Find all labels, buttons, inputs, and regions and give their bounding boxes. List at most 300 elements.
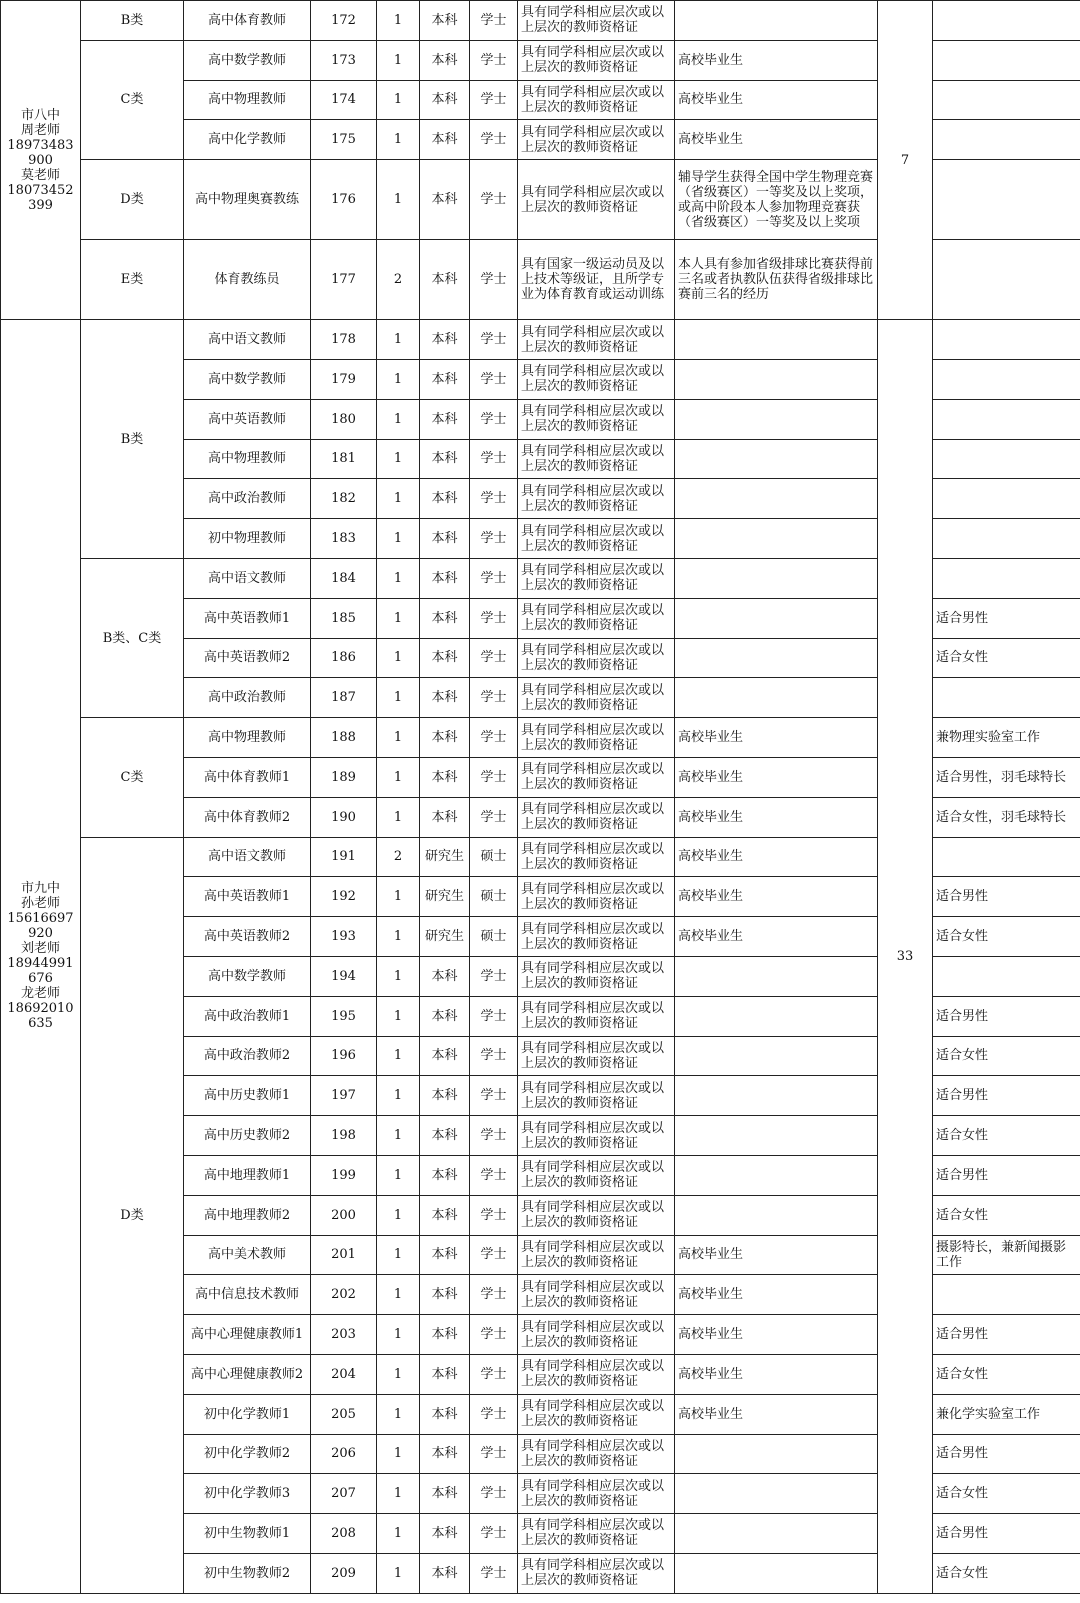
remark-cell: 适合女性 xyxy=(933,1354,1080,1394)
qualification-cell: 具有同学科相应层次或以上层次的教师资格证 xyxy=(518,1354,675,1394)
education-cell: 本科 xyxy=(420,359,470,399)
post-code-cell: 179 xyxy=(311,359,377,399)
qualification-cell: 具有同学科相应层次或以上层次的教师资格证 xyxy=(518,638,675,678)
education-cell: 本科 xyxy=(420,558,470,598)
post-code-cell: 178 xyxy=(311,320,377,360)
unit-contact-cell xyxy=(1,1,81,320)
post-code-cell: 183 xyxy=(311,519,377,559)
degree-cell: 学士 xyxy=(470,240,518,320)
table-row xyxy=(1,1,1080,41)
remark-cell: 适合男性 xyxy=(933,1514,1080,1554)
education-cell: 本科 xyxy=(420,519,470,559)
remark-cell: 适合男性 xyxy=(933,996,1080,1036)
headcount-cell: 1 xyxy=(377,1275,420,1315)
education-cell: 本科 xyxy=(420,320,470,360)
post-code-cell: 189 xyxy=(311,757,377,797)
qualification-cell: 具有同学科相应层次或以上层次的教师资格证 xyxy=(518,1394,675,1434)
qualification-cell: 具有国家一级运动员及以上技术等级证，且所学专业为体育教育或运动训练 xyxy=(518,240,675,320)
education-cell: 本科 xyxy=(420,1354,470,1394)
degree-cell: 学士 xyxy=(470,996,518,1036)
education-cell: 本科 xyxy=(420,80,470,120)
qualification-cell: 具有同学科相应层次或以上层次的教师资格证 xyxy=(518,40,675,80)
other-requirement-cell xyxy=(675,1474,878,1514)
post-code-cell: 195 xyxy=(311,996,377,1036)
other-requirement-cell: 高校毕业生 xyxy=(675,837,878,877)
other-requirement-cell xyxy=(675,399,878,439)
post-name-cell: 高中化学教师 xyxy=(184,120,311,160)
post-code-cell: 194 xyxy=(311,956,377,996)
other-requirement-cell: 高校毕业生 xyxy=(675,40,878,80)
other-requirement-cell xyxy=(675,359,878,399)
post-name-cell: 高中数学教师 xyxy=(184,359,311,399)
post-name-cell: 高中英语教师 xyxy=(184,399,311,439)
post-code-cell: 199 xyxy=(311,1155,377,1195)
degree-cell: 学士 xyxy=(470,598,518,638)
post-code-cell: 203 xyxy=(311,1315,377,1355)
degree-cell: 学士 xyxy=(470,558,518,598)
qualification-cell: 具有同学科相应层次或以上层次的教师资格证 xyxy=(518,837,675,877)
degree-cell: 学士 xyxy=(470,956,518,996)
remark-cell xyxy=(933,837,1080,877)
post-name-cell: 初中物理教师 xyxy=(184,519,311,559)
remark-cell xyxy=(933,399,1080,439)
post-name-cell: 高中语文教师 xyxy=(184,320,311,360)
headcount-cell: 1 xyxy=(377,1354,420,1394)
other-requirement-cell xyxy=(675,558,878,598)
education-cell: 本科 xyxy=(420,598,470,638)
qualification-cell: 具有同学科相应层次或以上层次的教师资格证 xyxy=(518,1474,675,1514)
post-name-cell: 高中历史教师2 xyxy=(184,1116,311,1156)
headcount-cell: 1 xyxy=(377,519,420,559)
qualification-cell: 具有同学科相应层次或以上层次的教师资格证 xyxy=(518,797,675,837)
headcount-cell: 2 xyxy=(377,837,420,877)
education-cell: 本科 xyxy=(420,1,470,41)
qualification-cell: 具有同学科相应层次或以上层次的教师资格证 xyxy=(518,399,675,439)
post-code-cell: 182 xyxy=(311,479,377,519)
qualification-cell: 具有同学科相应层次或以上层次的教师资格证 xyxy=(518,558,675,598)
degree-cell: 学士 xyxy=(470,519,518,559)
qualification-cell: 具有同学科相应层次或以上层次的教师资格证 xyxy=(518,120,675,160)
post-name-cell: 初中化学教师3 xyxy=(184,1474,311,1514)
education-cell: 研究生 xyxy=(420,837,470,877)
category-cell: B类 xyxy=(81,320,184,559)
post-name-cell: 初中化学教师2 xyxy=(184,1434,311,1474)
post-code-cell: 207 xyxy=(311,1474,377,1514)
headcount-cell: 1 xyxy=(377,877,420,917)
other-requirement-cell: 高校毕业生 xyxy=(675,1235,878,1275)
remark-cell: 适合男性，羽毛球特长 xyxy=(933,757,1080,797)
headcount-cell: 1 xyxy=(377,638,420,678)
qualification-cell: 具有同学科相应层次或以上层次的教师资格证 xyxy=(518,359,675,399)
remark-cell xyxy=(933,240,1080,320)
post-code-cell: 172 xyxy=(311,1,377,41)
unit-contact-line: 龙老师 xyxy=(20,986,60,1002)
post-code-cell: 193 xyxy=(311,917,377,957)
degree-cell: 学士 xyxy=(470,757,518,797)
qualification-cell: 具有同学科相应层次或以上层次的教师资格证 xyxy=(518,1155,675,1195)
headcount-cell: 1 xyxy=(377,1235,420,1275)
category-cell: B类 xyxy=(81,1,184,41)
category-cell: E类 xyxy=(81,240,184,320)
headcount-cell: 1 xyxy=(377,80,420,120)
headcount-cell: 1 xyxy=(377,359,420,399)
post-code-cell: 186 xyxy=(311,638,377,678)
post-name-cell: 高中语文教师 xyxy=(184,558,311,598)
headcount-cell: 1 xyxy=(377,1,420,41)
education-cell: 本科 xyxy=(420,1195,470,1235)
education-cell: 本科 xyxy=(420,956,470,996)
post-code-cell: 204 xyxy=(311,1354,377,1394)
education-cell: 本科 xyxy=(420,240,470,320)
post-name-cell: 高中数学教师 xyxy=(184,956,311,996)
post-name-cell: 高中体育教师1 xyxy=(184,757,311,797)
post-name-cell: 初中生物教师2 xyxy=(184,1553,311,1593)
remark-cell xyxy=(933,160,1080,240)
qualification-cell: 具有同学科相应层次或以上层次的教师资格证 xyxy=(518,718,675,758)
education-cell: 本科 xyxy=(420,718,470,758)
category-cell: B类、C类 xyxy=(81,558,184,717)
headcount-cell: 1 xyxy=(377,399,420,439)
qualification-cell: 具有同学科相应层次或以上层次的教师资格证 xyxy=(518,1553,675,1593)
degree-cell: 硕士 xyxy=(470,837,518,877)
education-cell: 本科 xyxy=(420,757,470,797)
other-requirement-cell: 高校毕业生 xyxy=(675,1275,878,1315)
post-code-cell: 206 xyxy=(311,1434,377,1474)
post-code-cell: 192 xyxy=(311,877,377,917)
degree-cell: 学士 xyxy=(470,1195,518,1235)
post-name-cell: 初中化学教师1 xyxy=(184,1394,311,1434)
qualification-cell: 具有同学科相应层次或以上层次的教师资格证 xyxy=(518,479,675,519)
other-requirement-cell xyxy=(675,320,878,360)
degree-cell: 学士 xyxy=(470,1116,518,1156)
education-cell: 本科 xyxy=(420,1116,470,1156)
headcount-cell: 1 xyxy=(377,678,420,718)
remark-cell: 适合男性 xyxy=(933,1434,1080,1474)
post-name-cell: 高中心理健康教师1 xyxy=(184,1315,311,1355)
degree-cell: 学士 xyxy=(470,1553,518,1593)
qualification-cell: 具有同学科相应层次或以上层次的教师资格证 xyxy=(518,439,675,479)
post-name-cell: 高中英语教师1 xyxy=(184,877,311,917)
degree-cell: 学士 xyxy=(470,797,518,837)
headcount-cell: 1 xyxy=(377,996,420,1036)
remark-cell: 兼物理实验室工作 xyxy=(933,718,1080,758)
post-code-cell: 181 xyxy=(311,439,377,479)
remark-cell: 适合女性 xyxy=(933,1116,1080,1156)
education-cell: 本科 xyxy=(420,1036,470,1076)
other-requirement-cell: 高校毕业生 xyxy=(675,797,878,837)
post-name-cell: 高中英语教师2 xyxy=(184,917,311,957)
other-requirement-cell: 高校毕业生 xyxy=(675,917,878,957)
unit-contact-line: 周老师 xyxy=(20,122,60,138)
headcount-cell: 1 xyxy=(377,598,420,638)
qualification-cell: 具有同学科相应层次或以上层次的教师资格证 xyxy=(518,80,675,120)
education-cell: 本科 xyxy=(420,1155,470,1195)
post-code-cell: 187 xyxy=(311,678,377,718)
headcount-cell: 1 xyxy=(377,1315,420,1355)
education-cell: 研究生 xyxy=(420,917,470,957)
other-requirement-cell: 高校毕业生 xyxy=(675,757,878,797)
post-name-cell: 高中美术教师 xyxy=(184,1235,311,1275)
education-cell: 本科 xyxy=(420,797,470,837)
post-name-cell: 高中数学教师 xyxy=(184,40,311,80)
headcount-cell: 1 xyxy=(377,1195,420,1235)
post-code-cell: 201 xyxy=(311,1235,377,1275)
headcount-cell: 1 xyxy=(377,320,420,360)
post-name-cell: 高中体育教师 xyxy=(184,1,311,41)
headcount-cell: 1 xyxy=(377,718,420,758)
degree-cell: 学士 xyxy=(470,678,518,718)
post-name-cell: 高中心理健康教师2 xyxy=(184,1354,311,1394)
qualification-cell: 具有同学科相应层次或以上层次的教师资格证 xyxy=(518,1036,675,1076)
qualification-cell: 具有同学科相应层次或以上层次的教师资格证 xyxy=(518,1,675,41)
remark-cell: 适合女性 xyxy=(933,1474,1080,1514)
unit-contact-line: 刘老师 xyxy=(20,941,60,957)
headcount-cell: 1 xyxy=(377,1155,420,1195)
other-requirement-cell: 高校毕业生 xyxy=(675,120,878,160)
remark-cell: 适合男性 xyxy=(933,877,1080,917)
other-requirement-cell xyxy=(675,678,878,718)
other-requirement-cell xyxy=(675,1155,878,1195)
other-requirement-cell xyxy=(675,1116,878,1156)
qualification-cell: 具有同学科相应层次或以上层次的教师资格证 xyxy=(518,1315,675,1355)
qualification-cell: 具有同学科相应层次或以上层次的教师资格证 xyxy=(518,1195,675,1235)
degree-cell: 学士 xyxy=(470,40,518,80)
education-cell: 本科 xyxy=(420,1394,470,1434)
headcount-cell: 1 xyxy=(377,1116,420,1156)
unit-total-cell: 7 xyxy=(878,1,933,320)
education-cell: 本科 xyxy=(420,1235,470,1275)
other-requirement-cell: 高校毕业生 xyxy=(675,1394,878,1434)
post-code-cell: 185 xyxy=(311,598,377,638)
other-requirement-cell: 高校毕业生 xyxy=(675,1315,878,1355)
qualification-cell: 具有同学科相应层次或以上层次的教师资格证 xyxy=(518,519,675,559)
other-requirement-cell xyxy=(675,1195,878,1235)
other-requirement-cell: 高校毕业生 xyxy=(675,718,878,758)
qualification-cell: 具有同学科相应层次或以上层次的教师资格证 xyxy=(518,320,675,360)
headcount-cell: 1 xyxy=(377,558,420,598)
post-name-cell: 高中政治教师2 xyxy=(184,1036,311,1076)
degree-cell: 学士 xyxy=(470,1275,518,1315)
post-code-cell: 209 xyxy=(311,1553,377,1593)
other-requirement-cell xyxy=(675,519,878,559)
post-name-cell: 高中物理奥赛教练 xyxy=(184,160,311,240)
degree-cell: 学士 xyxy=(470,80,518,120)
table-row xyxy=(1,320,1080,360)
post-name-cell: 高中物理教师 xyxy=(184,80,311,120)
remark-cell: 摄影特长，兼新闻摄影工作 xyxy=(933,1235,1080,1275)
remark-cell xyxy=(933,678,1080,718)
qualification-cell: 具有同学科相应层次或以上层次的教师资格证 xyxy=(518,1116,675,1156)
other-requirement-cell xyxy=(675,1553,878,1593)
unit-contact-line: 18073452399 xyxy=(7,182,74,213)
degree-cell: 学士 xyxy=(470,160,518,240)
post-name-cell: 高中历史教师1 xyxy=(184,1076,311,1116)
other-requirement-cell: 高校毕业生 xyxy=(675,877,878,917)
degree-cell: 学士 xyxy=(470,439,518,479)
other-requirement-cell xyxy=(675,956,878,996)
other-requirement-cell xyxy=(675,1514,878,1554)
qualification-cell: 具有同学科相应层次或以上层次的教师资格证 xyxy=(518,917,675,957)
post-name-cell: 高中政治教师 xyxy=(184,678,311,718)
post-code-cell: 174 xyxy=(311,80,377,120)
education-cell: 研究生 xyxy=(420,877,470,917)
education-cell: 本科 xyxy=(420,479,470,519)
degree-cell: 学士 xyxy=(470,1076,518,1116)
unit-contact-line: 18944991676 xyxy=(7,956,74,987)
degree-cell: 学士 xyxy=(470,1155,518,1195)
other-requirement-cell xyxy=(675,996,878,1036)
remark-cell xyxy=(933,519,1080,559)
unit-contact-cell xyxy=(1,320,81,1594)
remark-cell xyxy=(933,320,1080,360)
other-requirement-cell xyxy=(675,1434,878,1474)
post-code-cell: 196 xyxy=(311,1036,377,1076)
remark-cell: 适合女性 xyxy=(933,1195,1080,1235)
post-name-cell: 初中生物教师1 xyxy=(184,1514,311,1554)
headcount-cell: 1 xyxy=(377,1434,420,1474)
headcount-cell: 2 xyxy=(377,240,420,320)
degree-cell: 学士 xyxy=(470,718,518,758)
remark-cell xyxy=(933,80,1080,120)
degree-cell: 学士 xyxy=(470,1,518,41)
degree-cell: 学士 xyxy=(470,359,518,399)
education-cell: 本科 xyxy=(420,40,470,80)
headcount-cell: 1 xyxy=(377,40,420,80)
degree-cell: 学士 xyxy=(470,1434,518,1474)
degree-cell: 学士 xyxy=(470,1235,518,1275)
headcount-cell: 1 xyxy=(377,479,420,519)
remark-cell: 适合男性 xyxy=(933,598,1080,638)
post-code-cell: 190 xyxy=(311,797,377,837)
other-requirement-cell xyxy=(675,638,878,678)
headcount-cell: 1 xyxy=(377,956,420,996)
unit-contact-line: 莫老师 xyxy=(20,167,60,183)
other-requirement-cell: 高校毕业生 xyxy=(675,1354,878,1394)
post-code-cell: 176 xyxy=(311,160,377,240)
education-cell: 本科 xyxy=(420,399,470,439)
headcount-cell: 1 xyxy=(377,917,420,957)
category-cell: C类 xyxy=(81,718,184,837)
headcount-cell: 1 xyxy=(377,160,420,240)
other-requirement-cell: 本人具有参加省级排球比赛获得前三名或者执教队伍获得省级排球比赛前三名的经历 xyxy=(675,240,878,320)
degree-cell: 学士 xyxy=(470,1514,518,1554)
remark-cell: 适合女性 xyxy=(933,917,1080,957)
other-requirement-cell xyxy=(675,1,878,41)
post-code-cell: 208 xyxy=(311,1514,377,1554)
remark-cell: 适合女性 xyxy=(933,638,1080,678)
remark-cell xyxy=(933,956,1080,996)
post-name-cell: 高中英语教师1 xyxy=(184,598,311,638)
post-code-cell: 197 xyxy=(311,1076,377,1116)
degree-cell: 学士 xyxy=(470,120,518,160)
qualification-cell: 具有同学科相应层次或以上层次的教师资格证 xyxy=(518,678,675,718)
qualification-cell: 具有同学科相应层次或以上层次的教师资格证 xyxy=(518,1434,675,1474)
headcount-cell: 1 xyxy=(377,1076,420,1116)
post-code-cell: 198 xyxy=(311,1116,377,1156)
post-code-cell: 188 xyxy=(311,718,377,758)
post-name-cell: 高中地理教师1 xyxy=(184,1155,311,1195)
headcount-cell: 1 xyxy=(377,1553,420,1593)
other-requirement-cell: 辅导学生获得全国中学生物理竞赛（省级赛区）一等奖及以上奖项，或高中阶段本人参加物理竞赛获（省级赛区）一等奖及以上奖项 xyxy=(675,160,878,240)
category-cell: C类 xyxy=(81,40,184,159)
remark-cell: 适合男性 xyxy=(933,1076,1080,1116)
other-requirement-cell: 高校毕业生 xyxy=(675,80,878,120)
qualification-cell: 具有同学科相应层次或以上层次的教师资格证 xyxy=(518,1235,675,1275)
education-cell: 本科 xyxy=(420,638,470,678)
degree-cell: 学士 xyxy=(470,399,518,439)
unit-contact-line: 15616697920 xyxy=(7,911,74,942)
post-code-cell: 173 xyxy=(311,40,377,80)
degree-cell: 学士 xyxy=(470,638,518,678)
degree-cell: 硕士 xyxy=(470,877,518,917)
unit-contact-line: 18973483900 xyxy=(7,137,74,168)
education-cell: 本科 xyxy=(420,1076,470,1116)
degree-cell: 硕士 xyxy=(470,917,518,957)
qualification-cell: 具有同学科相应层次或以上层次的教师资格证 xyxy=(518,1275,675,1315)
qualification-cell: 具有同学科相应层次或以上层次的教师资格证 xyxy=(518,996,675,1036)
post-name-cell: 高中政治教师 xyxy=(184,479,311,519)
education-cell: 本科 xyxy=(420,1315,470,1355)
other-requirement-cell xyxy=(675,479,878,519)
remark-cell xyxy=(933,439,1080,479)
remark-cell: 兼化学实验室工作 xyxy=(933,1394,1080,1434)
qualification-cell: 具有同学科相应层次或以上层次的教师资格证 xyxy=(518,956,675,996)
post-name-cell: 高中信息技术教师 xyxy=(184,1275,311,1315)
post-name-cell: 高中语文教师 xyxy=(184,837,311,877)
unit-contact-line: 18692010635 xyxy=(7,1001,74,1032)
post-code-cell: 202 xyxy=(311,1275,377,1315)
degree-cell: 学士 xyxy=(470,1394,518,1434)
remark-cell: 适合女性 xyxy=(933,1036,1080,1076)
education-cell: 本科 xyxy=(420,996,470,1036)
post-name-cell: 体育教练员 xyxy=(184,240,311,320)
headcount-cell: 1 xyxy=(377,1474,420,1514)
post-name-cell: 高中体育教师2 xyxy=(184,797,311,837)
degree-cell: 学士 xyxy=(470,320,518,360)
qualification-cell: 具有同学科相应层次或以上层次的教师资格证 xyxy=(518,757,675,797)
qualification-cell: 具有同学科相应层次或以上层次的教师资格证 xyxy=(518,598,675,638)
headcount-cell: 1 xyxy=(377,757,420,797)
post-code-cell: 205 xyxy=(311,1394,377,1434)
qualification-cell: 具有同学科相应层次或以上层次的教师资格证 xyxy=(518,1076,675,1116)
qualification-cell: 具有同学科相应层次或以上层次的教师资格证 xyxy=(518,877,675,917)
remark-cell: 适合女性 xyxy=(933,1553,1080,1593)
post-code-cell: 180 xyxy=(311,399,377,439)
remark-cell xyxy=(933,120,1080,160)
remark-cell: 适合男性 xyxy=(933,1155,1080,1195)
category-cell: D类 xyxy=(81,837,184,1593)
headcount-cell: 1 xyxy=(377,1036,420,1076)
other-requirement-cell xyxy=(675,1036,878,1076)
post-name-cell: 高中英语教师2 xyxy=(184,638,311,678)
post-name-cell: 高中政治教师1 xyxy=(184,996,311,1036)
post-code-cell: 175 xyxy=(311,120,377,160)
post-code-cell: 177 xyxy=(311,240,377,320)
remark-cell xyxy=(933,1,1080,41)
post-name-cell: 高中物理教师 xyxy=(184,439,311,479)
headcount-cell: 1 xyxy=(377,439,420,479)
unit-contact-line: 市八中 xyxy=(20,107,60,123)
post-code-cell: 191 xyxy=(311,837,377,877)
unit-contact-line: 市九中 xyxy=(20,881,60,897)
category-cell: D类 xyxy=(81,160,184,240)
remark-cell xyxy=(933,359,1080,399)
degree-cell: 学士 xyxy=(470,479,518,519)
other-requirement-cell xyxy=(675,439,878,479)
remark-cell: 适合男性 xyxy=(933,1315,1080,1355)
remark-cell xyxy=(933,1275,1080,1315)
post-code-cell: 184 xyxy=(311,558,377,598)
